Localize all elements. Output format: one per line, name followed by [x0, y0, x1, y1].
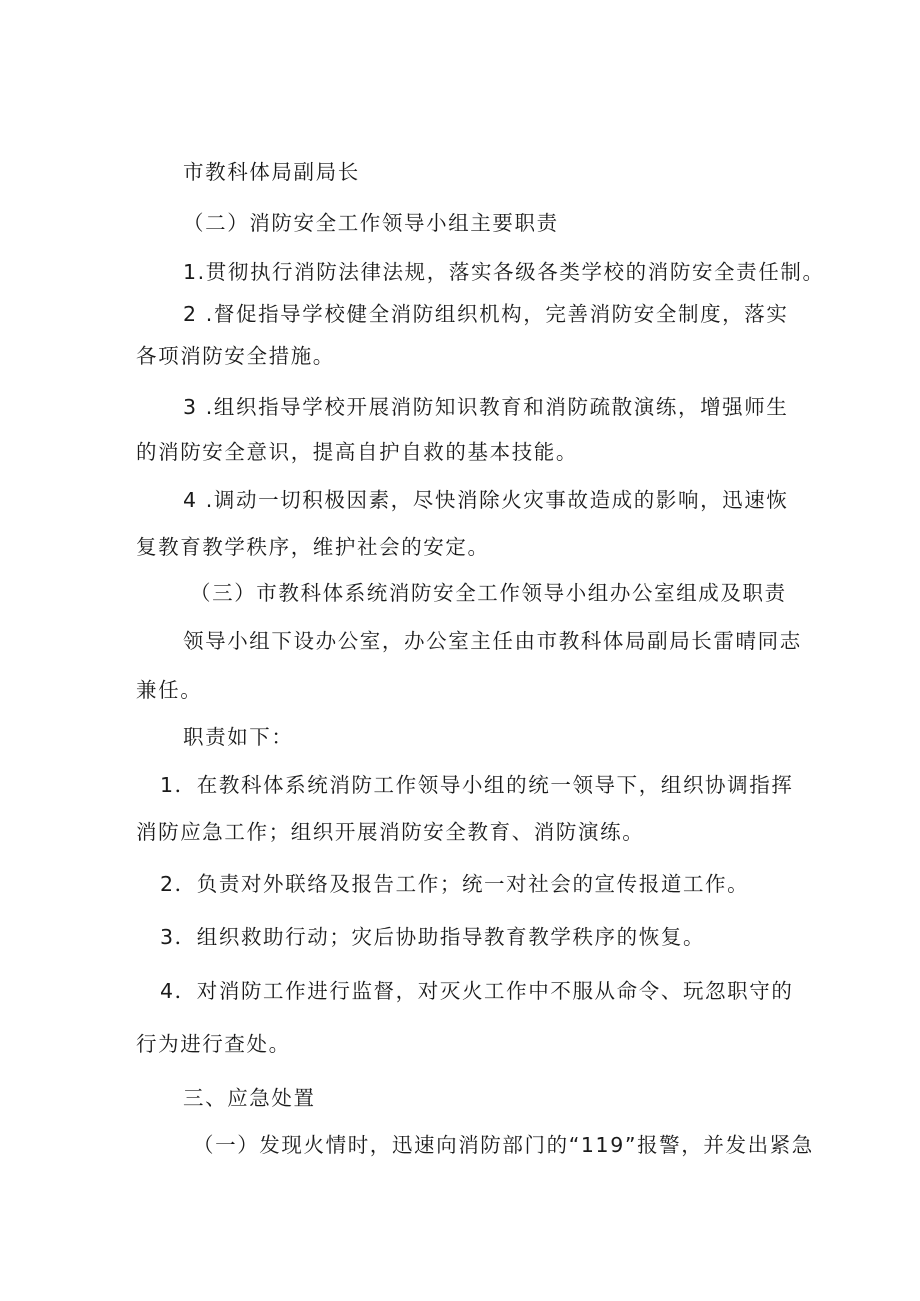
text-line: 的消防安全意识，提高自护自救的基本技能。 [136, 440, 578, 464]
text-line: 领导小组下设办公室，办公室主任由市教科体局副局长雷晴同志 [183, 629, 802, 653]
text-line: 行为进行查处。 [136, 1032, 291, 1056]
text-line: 复教育教学秩序，维护社会的安定。 [136, 535, 490, 559]
text-line: 消防应急工作；组织开展消防安全教育、消防演练。 [136, 820, 645, 844]
text-line: 兼任。 [136, 678, 203, 702]
text-line: 4．对消防工作进行监督，对灭火工作中不服从命令、玩忽职守的 [160, 979, 794, 1003]
text-line: （一）发现火情时，迅速向消防部门的“119”报警，并发出紧急 [193, 1133, 814, 1157]
text-line: 4 .调动一切积极因素，尽快消除火灾事故造成的影响，迅速恢 [183, 488, 789, 512]
text-line: 市教科体局副局长 [183, 160, 360, 184]
section-heading: 三、应急处置 [183, 1086, 316, 1110]
text-line: 3．组织救助行动；灾后协助指导教育教学秩序的恢复。 [160, 925, 706, 949]
text-line: 职责如下： [183, 725, 294, 749]
section-heading: （三）市教科体系统消防安全工作领导小组办公室组成及职责 [190, 581, 787, 605]
text-line: 1．在教科体系统消防工作领导小组的统一领导下，组织协调指挥 [160, 773, 794, 797]
text-line: 1.贯彻执行消防法律法规，落实各级各类学校的消防安全责任制。 [183, 260, 825, 284]
section-heading: （二）消防安全工作领导小组主要职责 [183, 211, 559, 235]
text-line: 各项消防安全措施。 [136, 344, 335, 368]
text-line: 3 .组织指导学校开展消防知识教育和消防疏散演练，增强师生 [183, 395, 789, 419]
text-line: 2．负责对外联络及报告工作；统一对社会的宣传报道工作。 [160, 872, 750, 896]
text-line: 2 .督促指导学校健全消防组织机构，完善消防安全制度，落实 [183, 302, 789, 326]
